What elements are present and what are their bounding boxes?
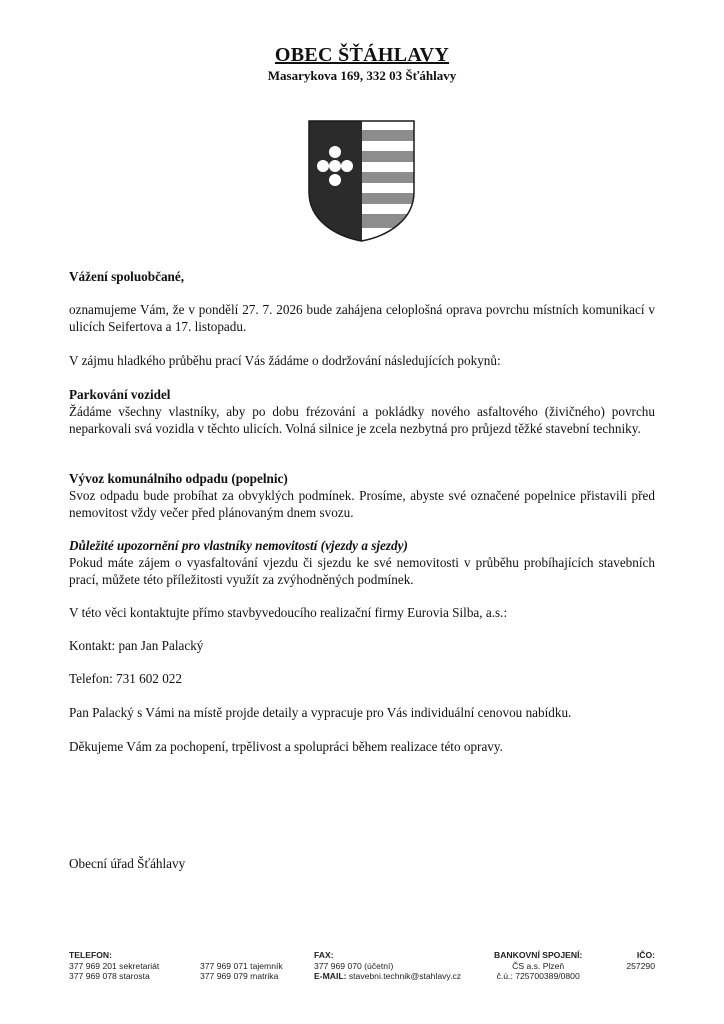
footer-bank [494,950,582,982]
section-text-parking: Žádáme všechny vlastníky, aby po dobu frézování a pokládky nového asfaltového (živičného) povrchu neparkovali svá vozidla v těchto ulicích. Volná silnice je zcela nezbytná pro průjezd těžké stavební techniky. [69,404,655,436]
section-text-driveways: Pokud máte zájem o vyasfaltování vjezdu či sjezdu ke své nemovitosti v průběhu probíhajících stavebních prací, můžete této příležitosti využít za zvýhodněných podmínek. [69,555,655,587]
section-heading-parking: Parkování vozidel [69,387,171,402]
footer-fax-value: 377 969 070 (účetní) [314,960,394,971]
footer-bank-name: ČS a.s. Plzeň [512,960,565,971]
footer-ico [610,950,655,971]
section-heading-driveways: Důležité upozornění pro vlastníky nemovitostí (vjezdy a sjezdy) [69,538,408,553]
footer-bank-account: č.ú.: 725700389/0800 [496,971,580,981]
intro-paragraph: oznamujeme Vám, že v pondělí 27. 7. 2026 bude zahájena celoplošná oprava povrchu místních komunikací v ulicích Seifertova a 17. listopadu. [69,302,655,334]
contact-person: Kontakt: pan Jan Palacký [69,638,204,653]
footer-fax [314,950,461,982]
footer-ico-value: 257290 [626,960,655,971]
section-text-waste: Svoz odpadu bude probíhat za obvyklých podmínek. Prosíme, abyste své označené popelnice přistavili před nemovitost vždy večer před plánovaným dnem svozu. [69,488,655,520]
contact-intro: V této věci kontaktujte přímo stavbyvedoucího realizační firmy Eurovia Silba, a.s.: [69,605,508,620]
salutation: Vážení spoluobčané, [69,269,185,284]
signature: Obecní úřad Šťáhlavy [69,856,186,871]
contact-phone: Telefon: 731 602 022 [69,671,182,686]
page-address: Masarykova 169, 332 03 Šťáhlavy [267,68,457,83]
footer-telefon-2 [200,961,283,982]
footer-telefon-line: 377 969 078 starosta [69,971,150,981]
thanks-paragraph: Děkujeme Vám za pochopení, trpělivost a spolupráci během realizace této opravy. [69,739,503,754]
footer-email-label: E-MAIL: [314,971,347,981]
coat-of-arms-icon [308,120,415,242]
offer-paragraph: Pan Palacký s Vámi na místě projde detaily a vypracuje pro Vás individuální cenovou nabídku. [69,705,572,720]
request-paragraph: V zájmu hladkého průběhu prací Vás žádáme o dodržování následujících pokynů: [69,353,501,368]
page-title: OBEC ŠŤÁHLAVY [274,44,450,66]
footer-fax-label: FAX: [314,950,334,960]
footer-telefon [69,950,159,982]
footer-telefon-label: TELEFON: [69,950,112,960]
footer-email-value: stavebni.technik@stahlavy.cz [348,971,462,981]
footer-bank-label: BANKOVNÍ SPOJENÍ: [494,950,583,960]
footer-telefon-line: 377 969 201 sekretariát [69,960,160,971]
footer-telefon-line: 377 969 071 tajemník [200,960,283,971]
footer-telefon-line: 377 969 079 matrika [200,971,279,981]
section-heading-waste: Vývoz komunálního odpadu (popelnic) [69,471,288,486]
footer-ico-label: IČO: [636,950,655,960]
